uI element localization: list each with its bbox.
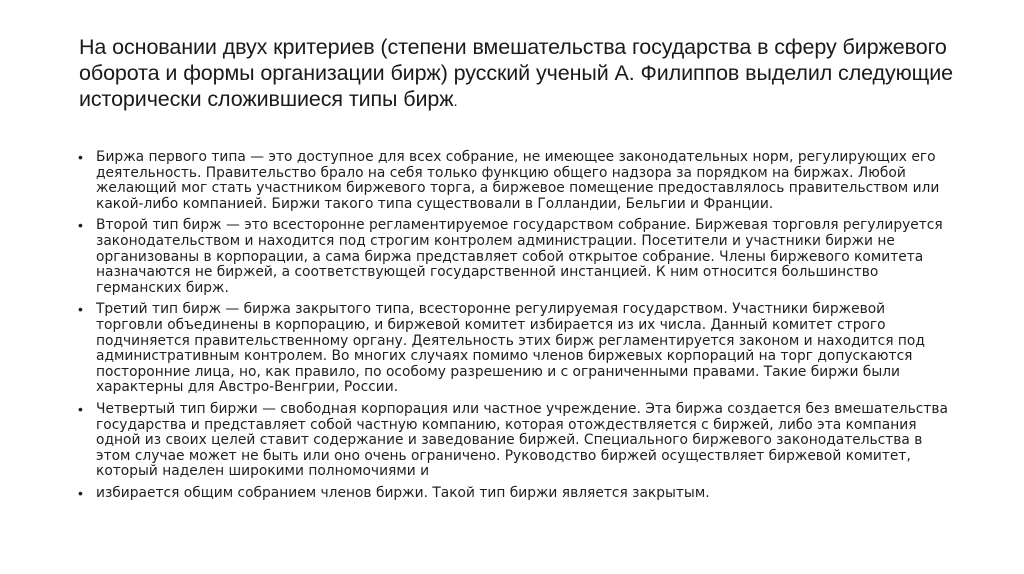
bullet-marker: • (78, 301, 83, 318)
slide-title-text: На основании двух критериев (степени вмешательства государства в сферу биржевого оборота и формы организации бирж) русский ученый А. Филиппов выделил следующие исторически сложившиеся типы бирж (79, 35, 954, 111)
bullet-marker: • (78, 484, 83, 501)
bullet-item-3 (78, 302, 948, 396)
bullet-marker: • (78, 149, 83, 165)
bullet-text: Четвертый тип биржи — свободная корпорация или частное учреждение. Эта биржа создается без вмешательства государства и представляет собой частную компанию, которая отождествляется с биржей, либо эта компания одной из своих целей ставит содержание и заведование биржей. Специального биржевого законодательства в этом случае может не быть или оно очень ограничено. Руководство биржей осуществляет биржевой комитет, который наделен широкими полномочиями и (96, 400, 948, 480)
slide-title-period: . (453, 93, 458, 110)
slide-title (79, 34, 959, 115)
bullet-marker: • (78, 400, 83, 417)
bullet-item-1 (78, 150, 948, 212)
bullet-marker: • (78, 217, 83, 234)
bullet-item-4 (78, 402, 948, 480)
bullet-text: избирается общим собранием членов биржи. Такой тип биржи является закрытым. (96, 484, 710, 501)
bullet-item-2 (78, 218, 948, 296)
bullet-text: Второй тип бирж — это всесторонне регламентируемое государством собрание. Биржевая торговля регулируется законодательством и находится под строгим контролем администрации. Посетители и участники биржи не организованы в корпорации, а сама биржа представляет собой открытое собрание. Члены биржевого комитета назначаются не биржей, а соответствующей государственной инстанцией. К ним относится большинство германских бирж. (96, 217, 943, 296)
bullet-list (78, 150, 948, 507)
bullet-text: Биржа первого типа — это доступное для всех собрание, не имеющее законодательных норм, регулирующих его деятельность. Правительство брало на себя только функцию общего надзора за порядком на биржах. Любой желающий мог стать участником биржевого торга, а биржевое помещение предоставлялось правительством или какой-либо компанией. Биржи такого типа существовали в Голландии, Бельгии и Франции. (96, 149, 940, 212)
bullet-item-5 (78, 486, 948, 502)
bullet-text: Третий тип бирж — биржа закрытого типа, всесторонне регулируемая государством. Участники биржевой торговли объединены в корпорацию, и биржевой комитет избирается из их числа. Данный комитет строго подчиняется правительственному органу. Деятельность этих бирж регламентируется законом и находится под административным контролем. Во многих случаях помимо членов биржевых корпораций на торг допускаются посторонние лица, но, как правило, по особому разрешению и с ограниченными правами. Такие биржи были характерны для Австро-Венгрии, России. (96, 301, 925, 396)
